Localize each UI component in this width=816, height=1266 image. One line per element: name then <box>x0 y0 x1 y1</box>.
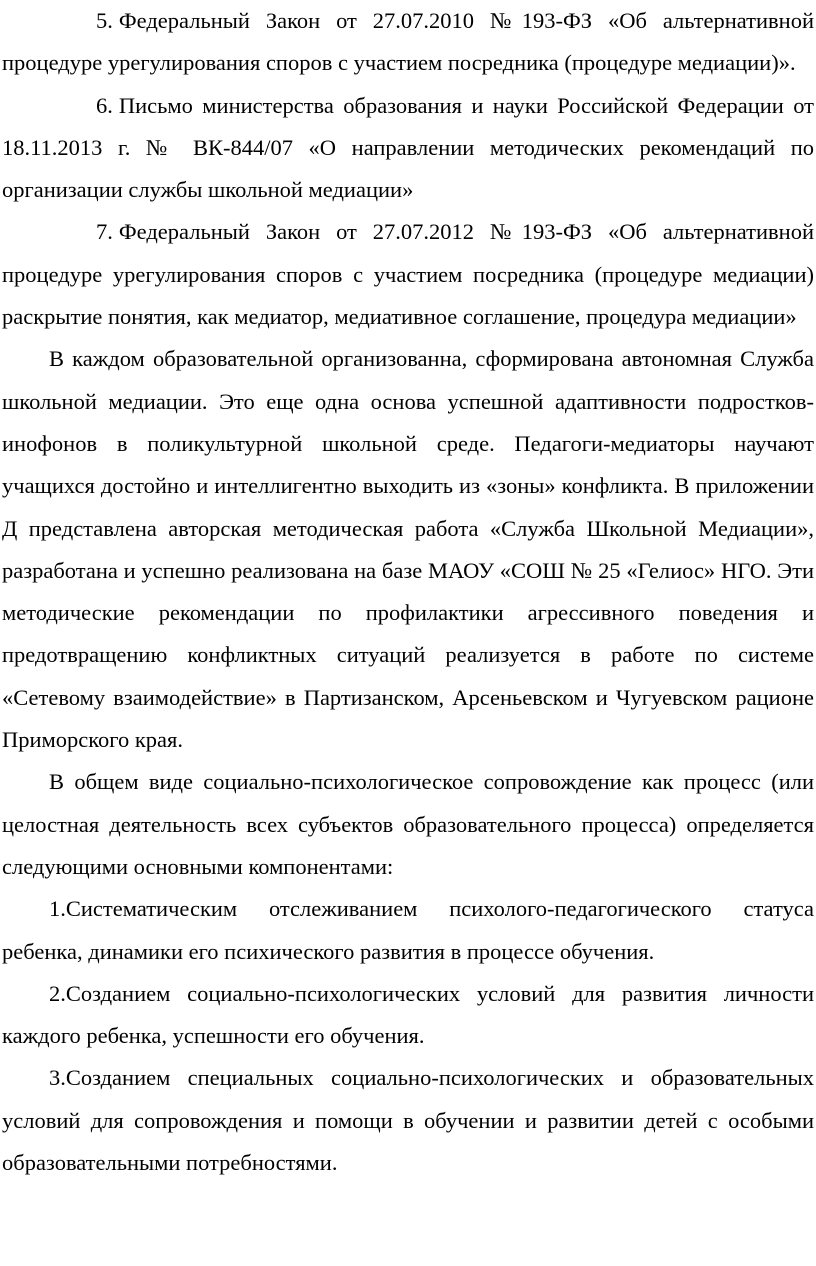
reference-item-6 <box>2 85 814 212</box>
reference-number: 6. <box>96 92 113 118</box>
reference-text: Федеральный Закон от 27.07.2012 №193-ФЗ «Об альтернативной процедуре урегулирования споров с участием посредника (процедуре медиации) раскрытие понятия, как медиатор, медиативное соглашение, процедура медиации» <box>2 219 814 330</box>
reference-text: Федеральный Закон от 27.07.2010 №193-ФЗ «Об альтернативной процедуре урегулирования споров с участием посредника (процедуре медиации)». <box>2 8 814 76</box>
reference-text: Письмо министерства образования и науки Российской Федерации от 18.11.2013 г. № ВК-844/07 «О направлении методических рекомендаций по организации службы школьной медиации» <box>2 92 814 203</box>
document-page <box>2 0 814 1184</box>
paragraph-support-intro: В общем виде социально-психологическое сопровождение как процесс (или целостная деятельность всех субъектов образовательного процесса) определяется следующими основными компонентами: <box>2 769 814 879</box>
reference-number: 7. <box>96 219 113 245</box>
paragraph-mediation-service: В каждом образовательной организованна, сформирована автономная Служба школьной медиации. Это еще одна основа успешной адаптивности подростков-инофонов в поликультурной школьной среде. Педагоги-медиаторы научают учащихся достойно и интеллигентно выходить из «зоны» конфликта. В приложении Д представлена авторская методическая работа «Служба Школьной Медиации», разработана и успешно реализована на базе МАОУ «СОШ № 25 «Гелиос» НГО. Эти методические рекомендации по профилактики агрессивного поведения и предотвращению конфликтных ситуаций реализуется в работе по системе «Сетевому взаимодействие» в Партизанском, Арсеньевском и Чугуевском рационе Приморского края. <box>2 346 814 753</box>
reference-number: 5. <box>96 8 113 33</box>
component-item-2: 2.Созданием социально-психологических условий для развития личности каждого ребенка, успешности его обучения. <box>2 980 814 1049</box>
reference-item-7 <box>2 211 814 338</box>
component-item-1: 1.Систематическим отслеживанием психолого-педагогического статуса ребенка, динамики его психического развития в процессе обучения. <box>2 896 814 964</box>
reference-item-5 <box>2 0 814 85</box>
component-item-3: 3.Созданием специальных социально-психологических и образовательных условий для сопровождения и помощи в обучении и развитии детей с особыми образовательными потребностями. <box>2 1065 814 1176</box>
